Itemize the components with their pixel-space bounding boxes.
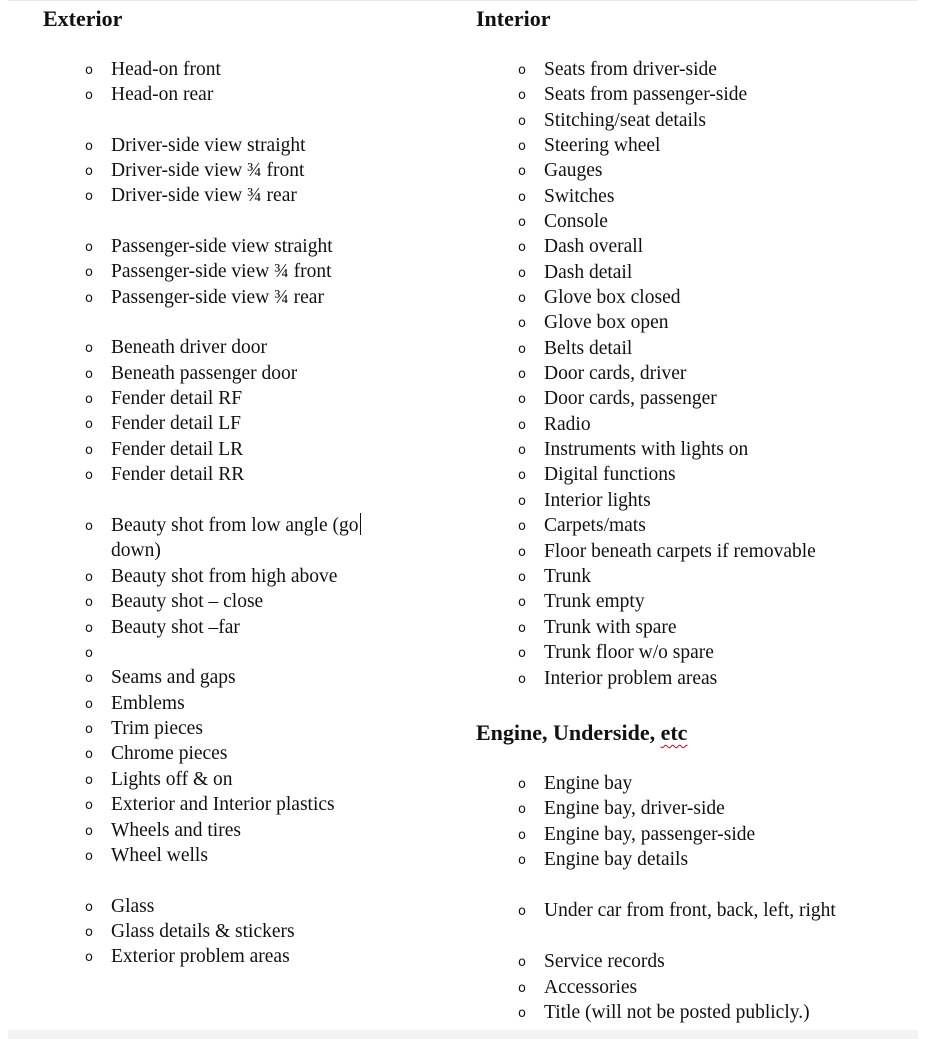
list-item-text: Engine bay [544, 773, 633, 794]
bullet-icon: o [85, 265, 93, 280]
bullet-icon: o [518, 139, 526, 154]
list-item-text: down) [111, 540, 161, 561]
list-item-text: Beneath passenger door [111, 363, 298, 384]
bullet-icon: o [518, 570, 526, 585]
list-item-text: Passenger-side view ¾ front [111, 261, 332, 282]
list-item-text: Interior lights [544, 490, 651, 511]
engine-heading-main: Engine, Underside, [476, 720, 661, 745]
list-item-text: Fender detail LF [111, 413, 241, 434]
exterior-heading: Exterior [43, 6, 123, 31]
bullet-icon: o [85, 392, 93, 407]
bullet-icon: o [518, 955, 526, 970]
page-bottom-shadow [8, 1030, 918, 1039]
list-item-text: Service records [544, 951, 665, 972]
list-item-text: Engine bay details [544, 849, 689, 870]
bullet-icon: o [518, 88, 526, 103]
bullet-icon: o [518, 828, 526, 843]
bullet-icon: o [85, 519, 93, 534]
bullet-icon: o [85, 900, 93, 915]
bullet-icon: o [518, 621, 526, 636]
bullet-icon: o [518, 981, 526, 996]
bullet-icon: o [518, 777, 526, 792]
list-item-text: Trunk [544, 566, 591, 587]
bullet-icon: o [85, 595, 93, 610]
spellcheck-flagged-word: etc [660, 720, 688, 745]
list-item-text: Radio [544, 414, 591, 435]
bullet-icon: o [518, 646, 526, 661]
list-item-text: Interior problem areas [544, 668, 718, 689]
list-item-text: Accessories [544, 977, 638, 998]
bullet-icon: o [518, 215, 526, 230]
bullet-icon: o [85, 443, 93, 458]
list-item-text: Exterior and Interior plastics [111, 794, 335, 815]
list-item-text: Chrome pieces [111, 743, 228, 764]
list-item-text: Trim pieces [111, 718, 203, 739]
bullet-icon: o [518, 468, 526, 483]
list-item-text: Trunk with spare [544, 617, 677, 638]
bullet-icon: o [518, 672, 526, 687]
bullet-icon: o [518, 316, 526, 331]
list-item-text: Fender detail LR [111, 439, 244, 460]
list-item-text: Floor beneath carpets if removable [544, 541, 816, 562]
bullet-icon: o [518, 519, 526, 534]
bullet-icon: o [518, 443, 526, 458]
list-item-text: Glass [111, 896, 155, 917]
list-item-text: Head-on rear [111, 84, 214, 105]
bullet-icon: o [85, 671, 93, 686]
bullet-icon: o [85, 63, 93, 78]
bullet-icon: o [518, 494, 526, 509]
bullet-icon: o [518, 1006, 526, 1021]
bullet-icon: o [85, 621, 93, 636]
bullet-icon: o [518, 853, 526, 868]
bullet-icon: o [518, 266, 526, 281]
bullet-icon: o [85, 646, 93, 661]
list-item-text: Digital functions [544, 464, 676, 485]
list-item-text: Emblems [111, 693, 185, 714]
list-item-text: Console [544, 211, 608, 232]
list-item-text: Head-on front [111, 59, 221, 80]
list-item-text: Door cards, driver [544, 363, 687, 384]
list-item-text: Belts detail [544, 338, 633, 359]
list-item-text: Trunk floor w/o spare [544, 642, 714, 663]
bullet-icon: o [518, 190, 526, 205]
bullet-icon: o [85, 824, 93, 839]
list-item-text: Wheel wells [111, 845, 208, 866]
list-item-text: Engine bay, driver-side [544, 798, 725, 819]
list-item-text: Engine bay, passenger-side [544, 824, 756, 845]
bullet-icon: o [518, 802, 526, 817]
bullet-icon: o [85, 291, 93, 306]
list-item-text: Trunk empty [544, 591, 645, 612]
list-item-text: Beauty shot – close [111, 591, 264, 612]
bullet-icon: o [85, 747, 93, 762]
list-item-text: Lights off & on [111, 769, 233, 790]
list-item-text: Instruments with lights on [544, 439, 749, 460]
bullet-icon: o [85, 164, 93, 179]
bullet-icon: o [85, 849, 93, 864]
interior-heading: Interior [476, 6, 551, 31]
list-item-text: Under car from front, back, left, right [544, 900, 836, 921]
bullet-icon: o [518, 164, 526, 179]
bullet-icon: o [518, 367, 526, 382]
bullet-icon: o [85, 341, 93, 356]
text-cursor [360, 513, 361, 535]
list-item-text: Title (will not be posted publicly.) [544, 1002, 810, 1023]
list-item-text: Steering wheel [544, 135, 661, 156]
bullet-icon: o [85, 139, 93, 154]
bullet-icon: o [518, 342, 526, 357]
list-item-text: Driver-side view ¾ rear [111, 185, 297, 206]
bullet-icon: o [85, 950, 93, 965]
bullet-icon: o [85, 722, 93, 737]
bullet-icon: o [85, 925, 93, 940]
list-item-text: Dash overall [544, 236, 644, 257]
bullet-icon: o [518, 904, 526, 919]
list-item-text: Beauty shot –far [111, 617, 240, 638]
bullet-icon: o [518, 63, 526, 78]
list-item-text: Glove box closed [544, 287, 681, 308]
list-item-text: Glass details & stickers [111, 921, 295, 942]
bullet-icon: o [518, 114, 526, 129]
bullet-icon: o [518, 595, 526, 610]
list-item-text: Carpets/mats [544, 515, 646, 536]
list-item-text: Beauty shot from high above [111, 566, 338, 587]
bullet-icon: o [518, 392, 526, 407]
list-item-text: Wheels and tires [111, 820, 241, 841]
list-item-text: Beneath driver door [111, 337, 267, 358]
bullet-icon: o [518, 545, 526, 560]
bullet-icon: o [85, 798, 93, 813]
list-item-text: Dash detail [544, 262, 633, 283]
list-item-text: Seats from passenger-side [544, 84, 748, 105]
bullet-icon: o [518, 418, 526, 433]
list-item-text: Fender detail RR [111, 464, 245, 485]
list-item-text: Seats from driver-side [544, 59, 717, 80]
list-item-text: Driver-side view straight [111, 135, 306, 156]
list-item-text: Exterior problem areas [111, 946, 290, 967]
list-item-text: Switches [544, 186, 615, 207]
bullet-icon: o [85, 468, 93, 483]
list-item-text: Stitching/seat details [544, 110, 706, 131]
bullet-icon: o [85, 367, 93, 382]
bullet-icon: o [518, 240, 526, 255]
list-item-text: Beauty shot from low angle (go [111, 515, 359, 536]
list-item-text: Passenger-side view ¾ rear [111, 287, 324, 308]
engine-heading [476, 720, 687, 746]
bullet-icon: o [85, 189, 93, 204]
bullet-icon: o [85, 697, 93, 712]
list-item-text: Glove box open [544, 312, 669, 333]
list-item-text: Door cards, passenger [544, 388, 717, 409]
list-item-text: Gauges [544, 160, 603, 181]
list-item-text: Seams and gaps [111, 667, 236, 688]
bullet-icon: o [85, 88, 93, 103]
bullet-icon: o [85, 570, 93, 585]
bullet-icon: o [85, 240, 93, 255]
list-item-text: Fender detail RF [111, 388, 243, 409]
bullet-icon: o [518, 291, 526, 306]
bullet-icon: o [85, 417, 93, 432]
bullet-icon: o [85, 773, 93, 788]
list-item-text: Passenger-side view straight [111, 236, 333, 257]
list-item-text: Driver-side view ¾ front [111, 160, 305, 181]
